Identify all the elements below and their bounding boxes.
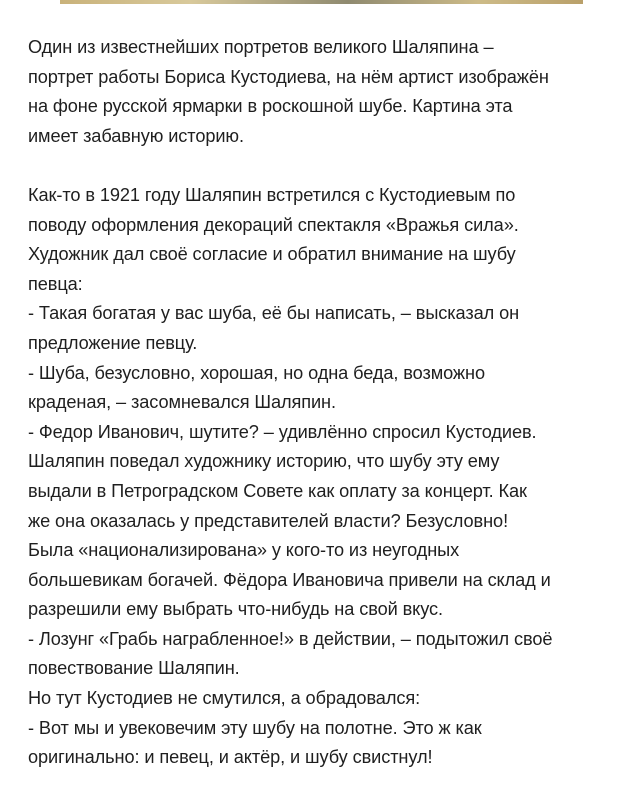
text-line: же она оказалась у представителей власти? Безусловно! bbox=[28, 510, 509, 531]
text-line: на фоне русской ярмарки в роскошной шубе. Картина эта bbox=[28, 96, 513, 117]
dialogue-line: - Шуба, безусловно, хорошая, но одна беда, возможно bbox=[28, 362, 485, 383]
paragraph-intro bbox=[28, 33, 628, 151]
text-line: большевикам богачей. Фёдора Ивановича привели на склад и bbox=[28, 569, 551, 590]
text-line: поводу оформления декораций спектакля «Вражья сила». bbox=[28, 214, 519, 235]
dialogue-line: - Лозунг «Грабь награбленное!» в действии, – подытожил своё bbox=[28, 628, 553, 649]
text-line: Но тут Кустодиев не смутился, а обрадовался: bbox=[28, 688, 421, 709]
text-line: Шаляпин поведал художнику историю, что шубу эту ему bbox=[28, 451, 500, 472]
text-line: выдали в Петроградском Совете как оплату за концерт. Как bbox=[28, 480, 527, 501]
text-line: певца: bbox=[28, 273, 83, 294]
text-line: краденая, – засомневался Шаляпин. bbox=[28, 392, 336, 413]
article-image-bottom-edge bbox=[60, 0, 583, 4]
dialogue-line: - Такая богатая у вас шуба, её бы написать, – высказал он bbox=[28, 303, 520, 324]
article-body bbox=[28, 33, 628, 802]
text-line: Как-то в 1921 году Шаляпин встретился с Кустодиевым по bbox=[28, 184, 516, 205]
text-line: Художник дал своё согласие и обратил внимание на шубу bbox=[28, 244, 516, 265]
text-line: Один из известнейших портретов великого Шаляпина – bbox=[28, 37, 494, 57]
text-line: имеет забавную историю. bbox=[28, 125, 244, 146]
text-line: оригинально: и певец, и актёр, и шубу свистнул! bbox=[28, 747, 433, 768]
text-line: Была «национализирована» у кого-то из неугодных bbox=[28, 540, 460, 561]
text-line: разрешили ему выбрать что-нибудь на свой вкус. bbox=[28, 599, 443, 620]
text-line: повествование Шаляпин. bbox=[28, 658, 240, 679]
text-line: предложение певцу. bbox=[28, 332, 198, 353]
paragraph-story bbox=[28, 181, 628, 773]
dialogue-line: - Вот мы и увековечим эту шубу на полотне. Это ж как bbox=[28, 717, 482, 738]
dialogue-line: - Федор Иванович, шутите? – удивлённо спросил Кустодиев. bbox=[28, 421, 537, 442]
text-line: портрет работы Бориса Кустодиева, на нём артист изображён bbox=[28, 66, 549, 87]
